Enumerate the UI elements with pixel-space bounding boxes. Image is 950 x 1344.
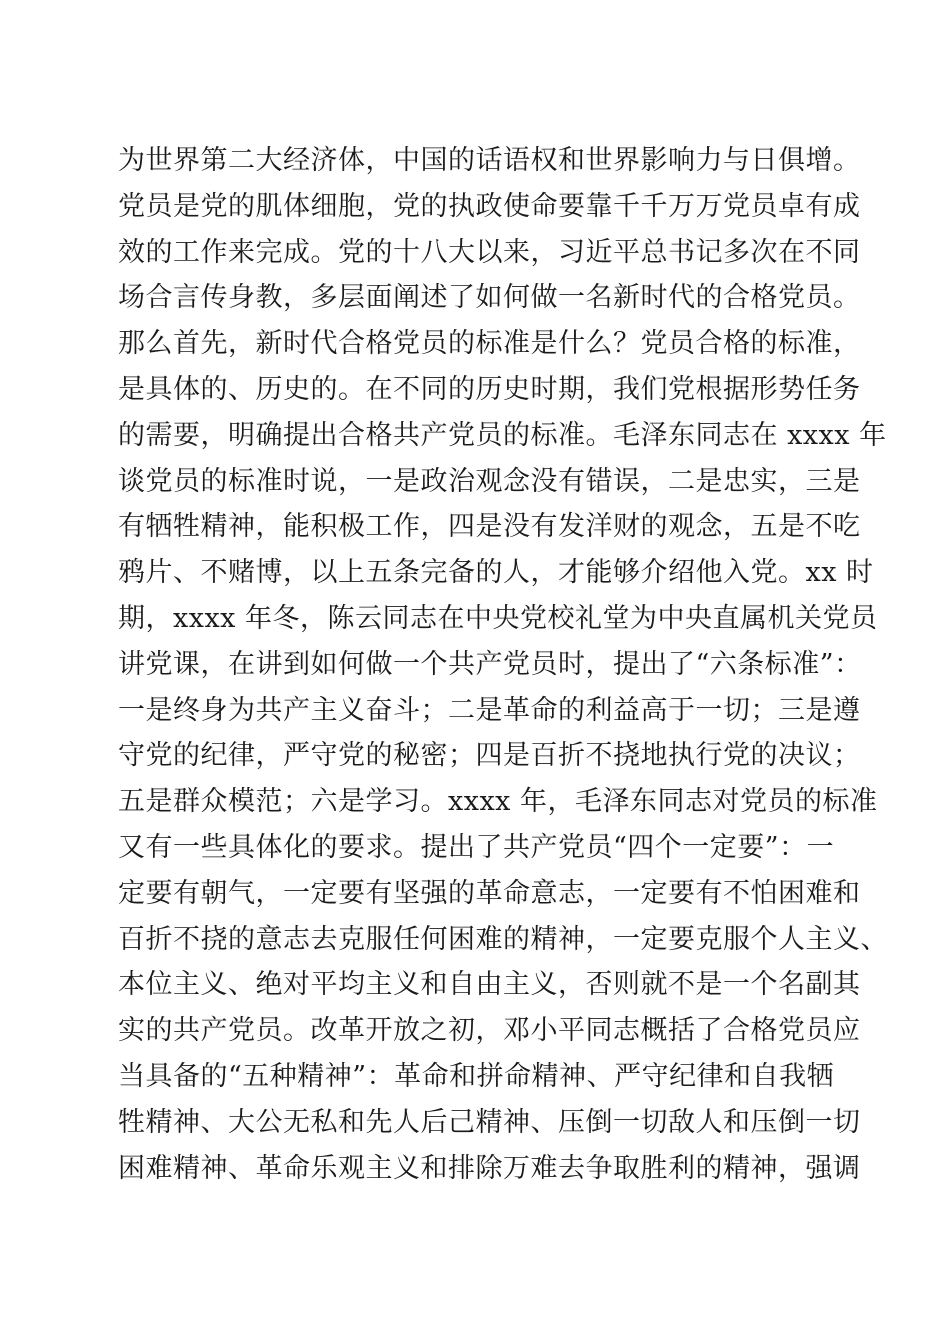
text-line: 五是群众模范；六是学习。xxxx 年，毛泽东同志对党员的标准 bbox=[118, 786, 878, 818]
text-line: 是具体的、历史的。在不同的历史时期，我们党根据形势任务 bbox=[118, 373, 861, 405]
text-line: 本位主义、绝对平均主义和自由主义，否则就不是一个名副其 bbox=[118, 969, 861, 1001]
text-line: 困难精神、革命乐观主义和排除万难去争取胜利的精神，强调 bbox=[118, 1152, 861, 1184]
text-line: 一是终身为共产主义奋斗；二是革命的利益高于一切；三是遵 bbox=[118, 694, 861, 726]
text-line: 场合言传身教，多层面阐述了如何做一名新时代的合格党员。 bbox=[118, 282, 861, 314]
text-line: 讲党课，在讲到如何做一个共产党员时，提出了“六条标准”： bbox=[118, 648, 862, 680]
text-line: 鸦片、不赌博，以上五条完备的人，才能够介绍他入党。xx 时 bbox=[118, 557, 874, 589]
body-text bbox=[118, 138, 888, 1191]
text-line: 那么首先，新时代合格党员的标准是什么？党员合格的标准， bbox=[118, 328, 861, 360]
text-line: 谈党员的标准时说，一是政治观念没有错误，二是忠实，三是 bbox=[118, 465, 861, 497]
text-line: 定要有朝气，一定要有坚强的革命意志，一定要有不怕困难和 bbox=[118, 877, 861, 909]
text-line: 百折不挠的意志去克服任何困难的精神，一定要克服个人主义、 bbox=[118, 923, 888, 955]
text-line: 的需要，明确提出合格共产党员的标准。毛泽东同志在 xxxx 年 bbox=[118, 419, 887, 451]
text-line: 党员是党的肌体细胞，党的执政使命要靠千千万万党员卓有成 bbox=[118, 190, 861, 222]
text-line: 当具备的“五种精神”：革命和拼命精神、严守纪律和自我牺 bbox=[118, 1060, 835, 1092]
text-line: 守党的纪律，严守党的秘密；四是百折不挠地执行党的决议； bbox=[118, 740, 861, 772]
text-line: 有牺牲精神，能积极工作，四是没有发洋财的观念，五是不吃 bbox=[118, 511, 861, 543]
text-line: 期，xxxx 年冬，陈云同志在中央党校礼堂为中央直属机关党员 bbox=[118, 602, 878, 634]
text-line: 实的共产党员。改革开放之初，邓小平同志概括了合格党员应 bbox=[118, 1015, 861, 1047]
text-line: 又有一些具体化的要求。提出了共产党员“四个一定要”：一 bbox=[118, 831, 835, 863]
text-line: 牲精神、大公无私和先人后己精神、压倒一切敌人和压倒一切 bbox=[118, 1106, 861, 1138]
text-line: 效的工作来完成。党的十八大以来，习近平总书记多次在不同 bbox=[118, 236, 861, 268]
text-line: 为世界第二大经济体，中国的话语权和世界影响力与日俱增。 bbox=[118, 145, 861, 176]
